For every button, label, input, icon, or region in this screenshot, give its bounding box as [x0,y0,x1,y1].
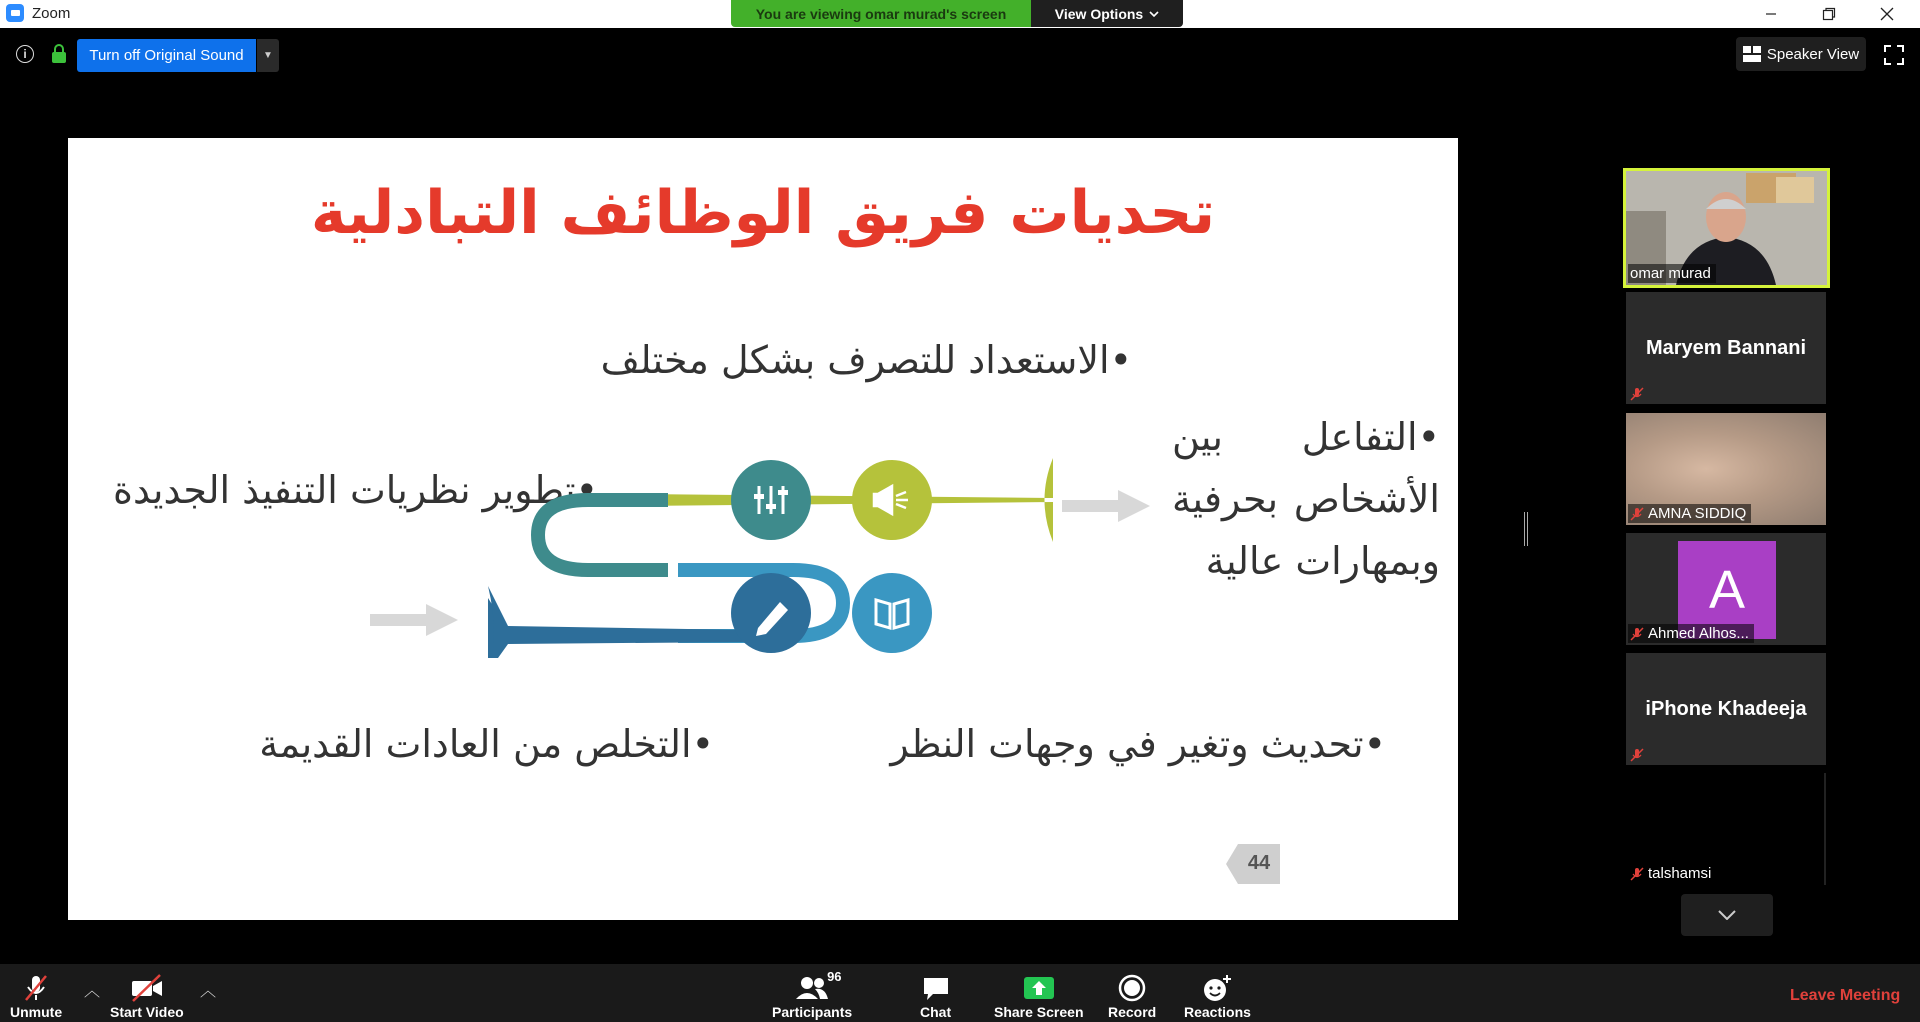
arrow-right-icon [1062,486,1152,526]
participant-name-label: talshamsi [1628,864,1716,883]
speaker-view-button[interactable] [1736,37,1866,71]
slide-bullet-right: •التفاعل بين الأشخاص بحرفية وبمهارات عالية [1172,415,1440,583]
fullscreen-icon[interactable] [1884,45,1904,65]
start-video-label: Start Video [110,1004,184,1020]
video-off-icon [130,973,164,1003]
arrow-right-icon [370,600,460,640]
record-label: Record [1108,1004,1157,1020]
slide-title: تحديات فريق الوظائف التبادلية [310,178,1216,248]
chat-button[interactable] [920,972,951,1020]
unmute-button[interactable] [10,972,62,1020]
slide-bullet-bottom-left: •التخلص من العادات القديمة [259,722,714,766]
scroll-participants-down-button[interactable] [1681,894,1773,936]
share-screen-button[interactable] [994,972,1084,1020]
muted-mic-icon [1630,867,1644,881]
share-screen-icon [1023,975,1055,1001]
restore-button[interactable] [1800,0,1858,28]
panel-resize-handle[interactable] [1524,512,1528,546]
muted-mic-icon [1630,387,1644,401]
participant-tile[interactable] [1626,413,1826,525]
participant-tile[interactable] [1626,653,1826,765]
participant-tile[interactable] [1626,773,1826,885]
participant-tile[interactable] [1626,292,1826,404]
slide-bullet-left: •تطوير نظريات التنفيذ الجديدة [113,468,598,512]
participants-button[interactable] [772,969,853,1020]
slide-bullet-bottom-right: •تحديث وتغير في وجهات النظر [890,722,1386,766]
slide-bullet-top: •الاستعداد للتصرف بشكل مختلف [600,338,1132,382]
chevron-down-icon [1718,910,1736,920]
share-screen-label: Share Screen [994,1004,1084,1020]
participant-name-label: Ahmed Alhos... [1628,624,1754,643]
participant-avatar: A [1678,541,1776,639]
audio-options-caret[interactable]: ︿ [84,983,101,1000]
grid-view-icon [1743,46,1761,62]
reactions-icon [1201,973,1233,1003]
app-title-text: Zoom [32,4,71,22]
window-title-bar [0,0,1920,28]
meeting-toolbar [0,964,1920,1022]
view-options-button[interactable] [1031,0,1183,27]
muted-mic-icon [1630,748,1644,762]
reactions-button[interactable] [1184,972,1251,1020]
video-options-caret[interactable]: ︿ [200,983,217,1000]
participant-name-display: iPhone Khadeeja [1645,697,1807,720]
participants-icon [795,973,829,1003]
original-sound-button[interactable]: Turn off Original Sound [77,39,256,72]
record-icon [1117,973,1147,1003]
participant-name-display: Maryem Bannani [1645,336,1807,359]
muted-mic-icon [1630,507,1644,521]
participants-label: Participants [772,1004,853,1020]
participants-count: 96 [827,969,842,984]
view-options-label: View Options [1054,5,1144,22]
close-button[interactable] [1858,0,1916,28]
record-button[interactable] [1108,972,1156,1020]
chat-label: Chat [920,1004,952,1020]
chat-icon [921,973,951,1003]
restore-icon [1822,7,1836,21]
meeting-info-icon[interactable]: i [16,45,34,63]
zoom-logo-icon [6,4,24,22]
reactions-label: Reactions [1184,1004,1251,1020]
shared-slide [68,138,1458,920]
meeting-top-bar [0,28,1920,80]
muted-mic-icon [21,973,51,1003]
participant-tile-active[interactable] [1623,168,1830,288]
leave-meeting-button[interactable]: Leave Meeting [1790,987,1901,1004]
participant-name-label: AMNA SIDDIQ [1628,504,1751,523]
unmute-label: Unmute [10,1004,63,1020]
screen-share-banner: You are viewing omar murad's screen [731,0,1031,27]
muted-mic-icon [1630,627,1644,641]
close-icon [1880,7,1894,21]
minimize-button[interactable] [1742,0,1800,28]
encryption-lock-icon[interactable] [51,44,67,64]
minimize-icon [1765,8,1777,20]
slide-infographic [488,458,1108,658]
participant-mute-label [1628,386,1649,402]
start-video-button[interactable] [110,972,184,1020]
participant-tile[interactable] [1626,533,1826,645]
chevron-down-icon [1149,10,1159,18]
participant-name-label: omar murad [1628,264,1716,283]
participant-mute-label [1628,747,1649,763]
speaker-view-label: Speaker View [1766,45,1860,63]
app-title [6,4,70,22]
original-sound-menu-button[interactable]: ▼ [257,39,279,72]
page-number: 44 [1247,852,1271,874]
